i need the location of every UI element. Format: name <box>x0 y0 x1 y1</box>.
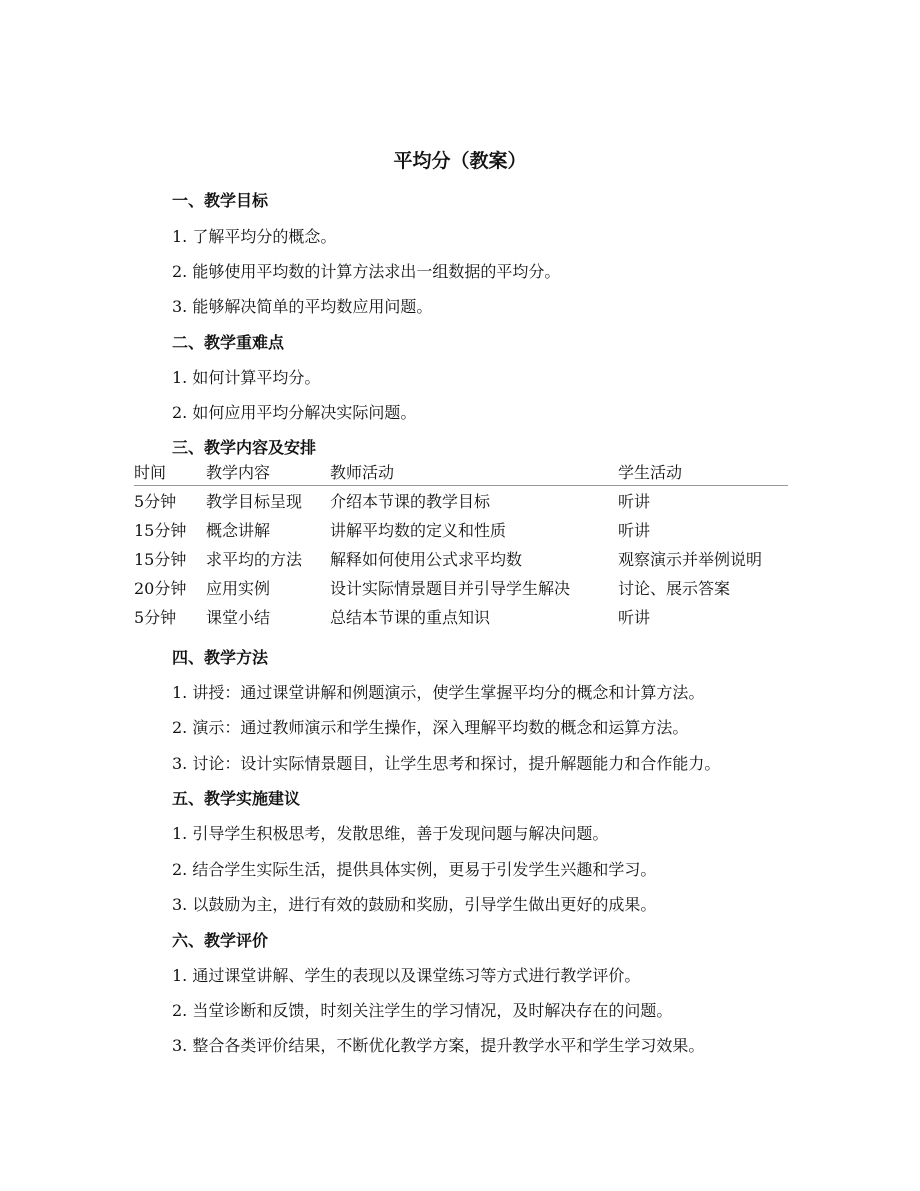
table-cell: 课堂小结 <box>206 608 271 627</box>
table-cell: 解释如何使用公式求平均数 <box>330 550 523 569</box>
schedule-table <box>134 458 788 631</box>
list-item: 2. 当堂诊断和反馈，时刻关注学生的学习情况，及时解决存在的问题。 <box>172 1001 673 1020</box>
table-cell: 讲解平均数的定义和性质 <box>330 521 507 540</box>
list-item: 2. 演示：通过教师演示和学生操作，深入理解平均数的概念和运算方法。 <box>172 718 689 737</box>
table-cell: 观察演示并举例说明 <box>618 550 763 569</box>
list-item: 1. 引导学生积极思考，发散思维，善于发现问题与解决问题。 <box>172 824 609 843</box>
table-cell: 听讲 <box>618 492 651 511</box>
table-header-cell: 时间 <box>134 458 206 486</box>
table-row <box>134 486 788 516</box>
table-cell: 5分钟 <box>134 492 177 511</box>
list-item: 1. 通过课堂讲解、学生的表现以及课堂练习等方式进行教学评价。 <box>172 966 641 985</box>
section-heading-content: 三、教学内容及安排 <box>172 438 317 457</box>
section-heading-objectives: 一、教学目标 <box>172 191 269 210</box>
table-row <box>134 602 788 631</box>
list-item: 1. 如何计算平均分。 <box>172 368 321 387</box>
list-item: 3. 讨论：设计实际情景题目，让学生思考和探讨，提升解题能力和合作能力。 <box>172 754 721 773</box>
section-heading-methods: 四、教学方法 <box>172 648 269 667</box>
table-cell: 15分钟 <box>134 550 187 569</box>
list-item: 1. 讲授：通过课堂讲解和例题演示，使学生掌握平均分的概念和计算方法。 <box>172 683 705 702</box>
list-item: 2. 能够使用平均数的计算方法求出一组数据的平均分。 <box>172 262 561 281</box>
list-item: 3. 以鼓励为主，进行有效的鼓励和奖励，引导学生做出更好的成果。 <box>172 895 657 914</box>
section-heading-key-points: 二、教学重难点 <box>172 333 285 352</box>
table-cell: 15分钟 <box>134 521 187 540</box>
table-header-cell: 教师活动 <box>330 458 618 486</box>
list-item: 1. 了解平均分的概念。 <box>172 227 337 246</box>
list-item: 2. 如何应用平均分解决实际问题。 <box>172 403 417 422</box>
table-cell: 讨论、展示答案 <box>618 579 731 598</box>
page-title: 平均分（教案） <box>393 150 527 172</box>
table-header-cell: 教学内容 <box>206 458 330 486</box>
list-item: 3. 整合各类评价结果，不断优化教学方案，提升教学水平和学生学习效果。 <box>172 1036 705 1055</box>
table-cell: 听讲 <box>618 608 651 627</box>
table-cell: 总结本节课的重点知识 <box>330 608 491 627</box>
section-heading-evaluation: 六、教学评价 <box>172 931 269 950</box>
table-cell: 听讲 <box>618 521 651 540</box>
table-row <box>134 573 788 602</box>
table-cell: 求平均的方法 <box>206 550 303 569</box>
table-cell: 介绍本节课的教学目标 <box>330 492 491 511</box>
list-item: 2. 结合学生实际生活，提供具体实例，更易于引发学生兴趣和学习。 <box>172 860 657 879</box>
table-row <box>134 515 788 544</box>
section-heading-suggestions: 五、教学实施建议 <box>172 789 301 808</box>
table-row <box>134 544 788 573</box>
table-cell: 应用实例 <box>206 579 271 598</box>
table-cell: 概念讲解 <box>206 521 271 540</box>
table-header-cell: 学生活动 <box>618 458 788 486</box>
list-item: 3. 能够解决简单的平均数应用问题。 <box>172 297 433 316</box>
table-cell: 教学目标呈现 <box>206 492 303 511</box>
table-header-row <box>134 458 788 486</box>
table-cell: 20分钟 <box>134 579 187 598</box>
table-cell: 5分钟 <box>134 608 177 627</box>
table-cell: 设计实际情景题目并引导学生解决 <box>330 579 571 598</box>
